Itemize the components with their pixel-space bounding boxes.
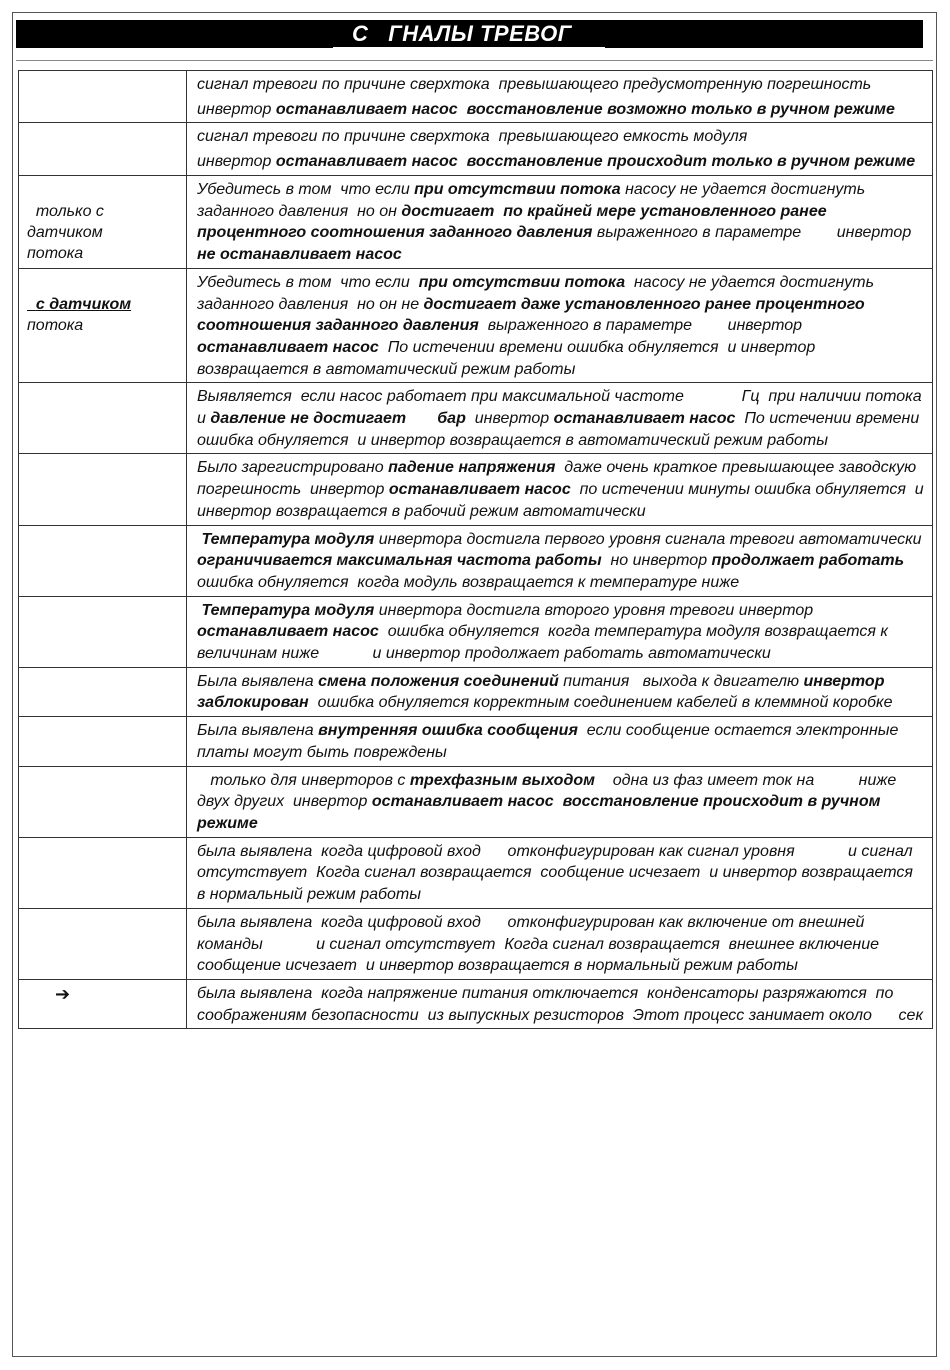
alarm-description-cell [187, 979, 933, 1028]
page-title: С ГНАЛЫ ТРЕВОГ [346, 20, 578, 48]
bold-text: при отсутствии потока [414, 180, 621, 198]
bold-text: останавливает насос [553, 410, 736, 428]
description-paragraph [197, 912, 924, 977]
title-rule [16, 60, 933, 61]
alarm-description-cell [187, 268, 933, 383]
bold-text: не останавливает насос [197, 245, 402, 263]
alarm-row [19, 766, 933, 837]
alarm-code-text [27, 180, 178, 264]
description-paragraph [197, 983, 924, 1026]
alarm-description-cell [187, 837, 933, 908]
alarm-row [19, 71, 933, 123]
description-paragraph [197, 529, 924, 594]
text-segment: сигнал тревоги по причине сверхтока превышающего предусмотренную погрешность [197, 76, 872, 93]
text-segment: была выявлена когда цифровой вход отконфигурирован как включение от внешней команды и сигнал отсутствует Когда сигнал возвращается внешнее включение сообщение исчезает и инвертор возвращается в нормальный режим работы [197, 913, 893, 975]
text-segment: По истечении времени ошибка обнуляется и инвертор возвращается в автоматический режим работы [197, 410, 950, 449]
alarm-code-text [27, 984, 178, 1006]
text-segment: Была выявлена [197, 722, 319, 740]
alarm-code-cell [19, 123, 187, 175]
text-segment: насосу не удается достигнуть заданного давления но он [197, 180, 870, 220]
alarm-description-cell [187, 175, 933, 268]
alarm-row [19, 383, 933, 454]
description-paragraph [197, 179, 924, 266]
text-segment: инвертора достигла второго уровня тревоги инвертор [374, 601, 818, 619]
description-paragraph [197, 841, 924, 906]
bold-text: ограничивается максимальная частота работы [197, 552, 602, 570]
alarm-code-text [27, 273, 178, 336]
alarm-code-cell [19, 454, 187, 525]
alarm-code-cell [19, 175, 187, 268]
text-segment: только для инверторов с [197, 771, 410, 789]
title-underline [333, 47, 605, 49]
text-segment: даже очень краткое превышающее заводскую погрешность инвертор [197, 459, 921, 499]
alarm-code-cell [19, 979, 187, 1028]
alarm-row [19, 979, 933, 1028]
alarm-description-cell [187, 71, 933, 123]
alarm-code-cell [19, 908, 187, 979]
description-paragraph [197, 151, 924, 173]
bold-text: достигает по крайней мере установленного ранее процентного соотношения заданного давления [197, 202, 832, 242]
description-paragraph [197, 600, 924, 665]
description-paragraph [197, 770, 924, 835]
code-segment: потока [27, 316, 84, 334]
alarm-description-cell [187, 717, 933, 766]
code-segment: только с датчиком потока [27, 202, 104, 262]
text-segment: сигнал тревоги по причине сверхтока превышающего емкость модуля [197, 128, 748, 146]
text-segment: инвертор [465, 410, 554, 428]
text-segment: инвертор [197, 153, 276, 171]
alarm-description-cell [187, 525, 933, 596]
text-segment: ошибка обнуляется корректным соединением кабелей в клеммной коробке [308, 694, 893, 712]
text-segment: Было зарегистрировано [197, 459, 389, 477]
text-segment: если сообщение остается электронные платы могут быть повреждены [197, 722, 903, 761]
text-segment: по истечении минуты ошибка обнуляется и инвертор возвращается в рабочий режим автоматически [197, 481, 929, 520]
alarm-code-cell [19, 525, 187, 596]
text-segment: была выявлена когда цифровой вход отконфигурирован как сигнал уровня и сигнал отсутствует Когда сигнал возвращается сообщение исчезает и инвертор возвращается в нормальный режим работы [197, 842, 918, 904]
bold-text: при отсутствии потока [418, 273, 626, 291]
bold-text: останавливает насос восстановление происходит только в ручном режиме [275, 153, 916, 171]
description-paragraph [197, 74, 924, 96]
text-segment: питания выхода к двигателю [558, 672, 804, 690]
bold-text: продолжает работать [711, 552, 905, 570]
text-segment: была выявлена когда напряжение питания отключается конденсаторы разряжаются по соображениям безопасности из выпускных резисторов Этот процесс занимает около сек [197, 984, 923, 1024]
alarm-code-cell [19, 268, 187, 383]
alarm-row [19, 717, 933, 766]
bold-text: останавливает насос восстановление возможно только в ручном режиме [275, 100, 895, 118]
alarm-code-cell [19, 717, 187, 766]
bold-text: инвертор заблокирован [197, 672, 889, 712]
bold-text: внутренняя ошибка сообщения [318, 722, 578, 740]
alarm-description-cell [187, 454, 933, 525]
text-segment: инвертор [197, 100, 276, 118]
text-segment: выраженного в параметре инвертор [478, 317, 807, 335]
text-segment: По истечении времени ошибка обнуляется и инвертор возвращается в автоматический режим работы [197, 338, 820, 378]
arrow-icon: ➔ [55, 983, 71, 1004]
alarm-code-cell [19, 596, 187, 667]
alarm-code-cell [19, 71, 187, 123]
description-paragraph [197, 99, 924, 121]
alarm-code-cell [19, 837, 187, 908]
text-segment: выраженного в параметре инвертор [592, 224, 916, 242]
bold-text: падение напряжения [388, 459, 556, 477]
text-segment: Была выявлена [197, 672, 319, 690]
description-paragraph [197, 272, 924, 381]
description-paragraph [197, 386, 950, 451]
text-segment: ошибка обнуляется когда модуль возвращается к температуре ниже [197, 552, 914, 591]
bold-text: останавливает насос [197, 338, 379, 356]
text-segment: Убедитесь в том что если [197, 180, 415, 198]
alarm-row [19, 596, 933, 667]
bold-text: трехфазным выходом [409, 771, 595, 789]
alarm-row [19, 667, 933, 716]
alarm-row [19, 454, 933, 525]
text-segment: но инвертор [601, 552, 712, 570]
alarm-table-body [19, 71, 950, 1029]
alarm-row [19, 268, 933, 383]
alarm-row [19, 837, 933, 908]
text-segment: ошибка обнуляется когда температура модуля возвращается к величинам ниже и инвертор продолжает работать автоматически [197, 623, 893, 663]
text-segment: Выявляется если насос работает при максимальной частоте Гц при наличии потока и [197, 388, 927, 428]
description-paragraph [197, 720, 924, 763]
bold-text: Температура модуля [201, 530, 375, 548]
code-segment: с датчиком [27, 295, 132, 313]
text-segment: одна из фаз имеет ток на ниже двух других инвертор [197, 771, 901, 811]
alarm-row [19, 123, 933, 175]
alarm-description-cell [187, 596, 933, 667]
text-segment: насосу не удается достигнуть заданного давления но он не [197, 273, 879, 313]
alarm-code-cell [19, 766, 187, 837]
alarm-row [19, 525, 933, 596]
bold-text: останавливает насос [197, 623, 379, 641]
bold-text: останавливает насос [388, 481, 571, 499]
text-segment: Убедитесь в том что если [197, 273, 419, 291]
bold-text: останавливает насос восстановление происходит в ручном режиме [197, 793, 885, 832]
alarm-description-cell [187, 667, 933, 716]
alarm-description-cell [187, 766, 933, 837]
text-segment: инвертора достигла первого уровня сигнала тревоги автоматически [374, 530, 926, 548]
alarm-row [19, 908, 933, 979]
alarm-description-cell [187, 908, 933, 979]
alarm-row [19, 175, 933, 268]
description-paragraph [197, 457, 929, 522]
bold-text: достигает даже установленного ранее процентного соотношения заданного давления [197, 295, 870, 335]
alarm-code-cell [19, 667, 187, 716]
alarm-description-cell [187, 123, 933, 175]
alarm-description-cell [187, 383, 950, 454]
description-paragraph [197, 671, 924, 714]
description-paragraph [197, 126, 924, 148]
bold-text: смена положения соединений [318, 672, 559, 690]
bold-text: Температура модуля [201, 601, 375, 619]
alarm-code-cell [19, 383, 187, 454]
title-bar [16, 20, 923, 48]
bold-text: давление не достигает бар [210, 410, 466, 428]
alarm-table [18, 70, 950, 1029]
